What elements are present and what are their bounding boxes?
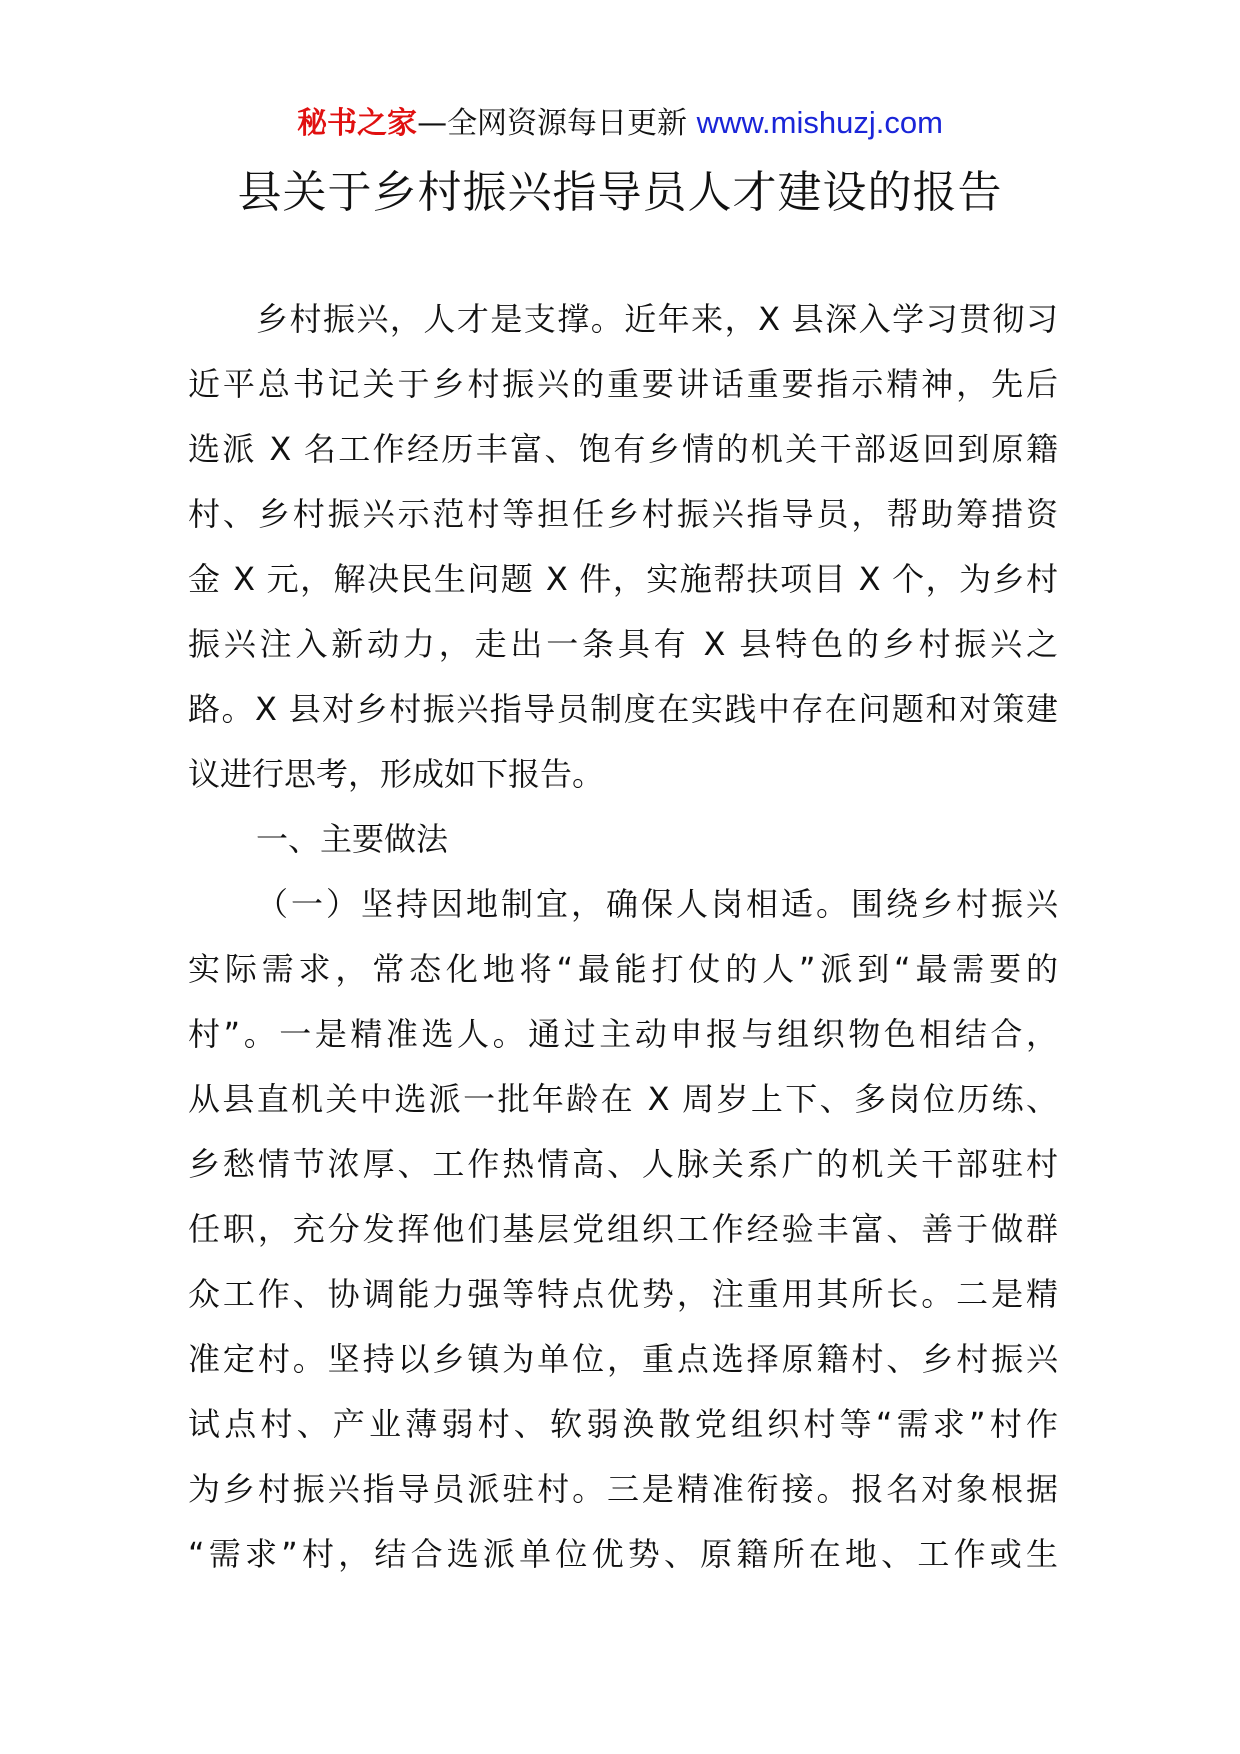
- paragraph-line: 乡愁情节浓厚、工作热情高、人脉关系广的机关干部驻村: [188, 1145, 1058, 1183]
- site-header: [0, 103, 1240, 144]
- paragraph-line: （一）坚持因地制宜，确保人岗相适。围绕乡村振兴: [256, 885, 1058, 923]
- paragraph-line: “需求”村，结合选派单位优势、原籍所在地、工作或生: [188, 1535, 1058, 1573]
- paragraph-line: 乡村振兴，人才是支撑。近年来，X 县深入学习贯彻习: [256, 300, 1058, 338]
- paragraph-line: 金 X 元，解决民生问题 X 件，实施帮扶项目 X 个，为乡村: [188, 560, 1058, 598]
- paragraph-line: 任职，充分发挥他们基层党组织工作经验丰富、善于做群: [188, 1210, 1058, 1248]
- site-tagline: —全网资源每日更新: [417, 106, 688, 141]
- paragraph-line: 试点村、产业薄弱村、软弱涣散党组织村等“需求”村作: [188, 1405, 1058, 1443]
- site-url-link[interactable]: www.mishuzj.com: [696, 105, 943, 140]
- paragraph-line: 选派 X 名工作经历丰富、饱有乡情的机关干部返回到原籍: [188, 430, 1058, 468]
- paragraph-line: 路。X 县对乡村振兴指导员制度在实践中存在问题和对策建: [188, 690, 1058, 728]
- paragraph-line: 村”。一是精准选人。通过主动申报与组织物色相结合，: [188, 1015, 1058, 1053]
- paragraph-line: 村、乡村振兴示范村等担任乡村振兴指导员，帮助筹措资: [188, 495, 1058, 533]
- section-heading: 一、主要做法: [256, 820, 449, 858]
- paragraph-line: 从县直机关中选派一批年龄在 X 周岁上下、多岗位历练、: [188, 1080, 1058, 1118]
- document-body: [188, 287, 1058, 1587]
- paragraph-line: 众工作、协调能力强等特点优势，注重用其所长。二是精: [188, 1275, 1058, 1313]
- paragraph-line: 准定村。坚持以乡镇为单位，重点选择原籍村、乡村振兴: [188, 1340, 1058, 1378]
- paragraph-line: 议进行思考，形成如下报告。: [188, 755, 605, 793]
- paragraph-line: 振兴注入新动力，走出一条具有 X 县特色的乡村振兴之: [188, 625, 1058, 663]
- paragraph-line: 为乡村振兴指导员派驻村。三是精准衔接。报名对象根据: [188, 1470, 1058, 1508]
- document-title: 县关于乡村振兴指导员人才建设的报告: [237, 167, 1003, 218]
- paragraph-line: 实际需求，常态化地将“最能打仗的人”派到“最需要的: [188, 950, 1058, 988]
- site-brand: 秘书之家: [297, 106, 418, 141]
- paragraph-line: 近平总书记关于乡村振兴的重要讲话重要指示精神，先后: [188, 365, 1058, 403]
